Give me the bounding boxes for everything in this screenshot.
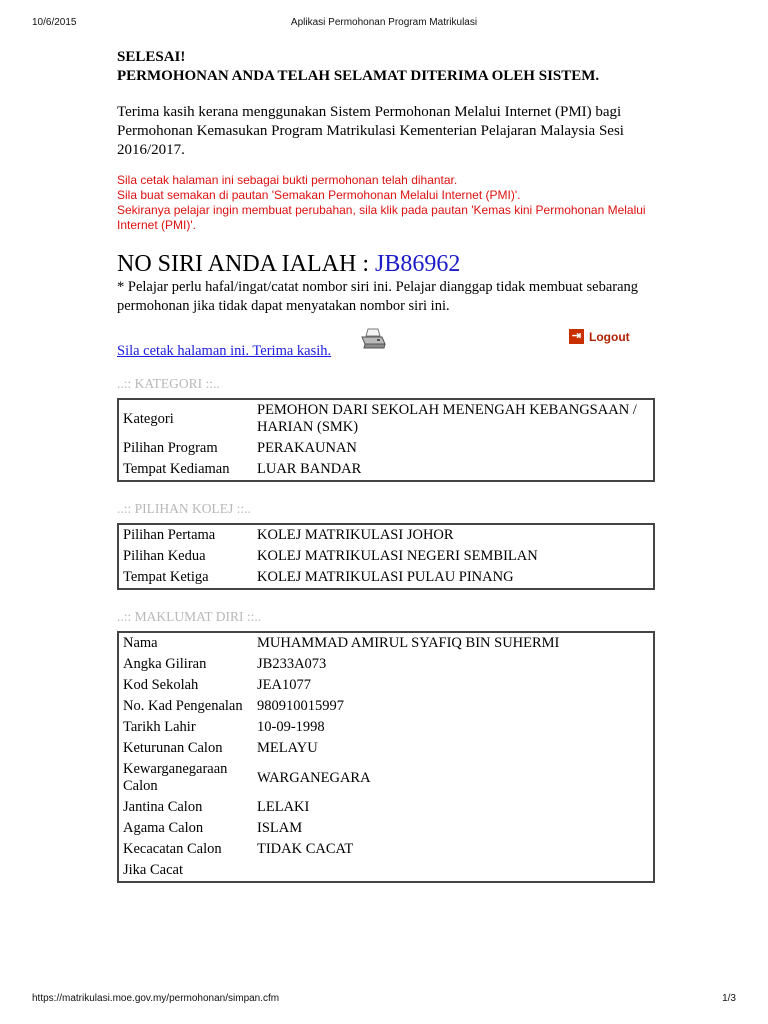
- field-label: Agama Calon: [123, 820, 204, 836]
- table-row: [118, 675, 654, 696]
- field-label: Tempat Kediaman: [123, 461, 230, 477]
- table-row: [118, 860, 654, 882]
- status-line-1: SELESAI!: [117, 49, 186, 65]
- field-value: JEA1077: [257, 677, 311, 693]
- print-date: 10/6/2015: [32, 17, 77, 28]
- table-row: [118, 696, 654, 717]
- field-label: Pilihan Program: [123, 440, 218, 456]
- pilihan-kolej-table: [117, 523, 655, 590]
- main-content: [117, 48, 657, 883]
- section-label-pilihan-kolej: ..:: PILIHAN KOLEJ ::..: [117, 501, 251, 516]
- notice-line-2: Sila buat semakan di pautan 'Semakan Permohonan Melalui Internet (PMI)'.: [117, 188, 521, 202]
- field-value: 980910015997: [257, 698, 344, 714]
- field-value: KOLEJ MATRIKULASI JOHOR: [257, 527, 454, 543]
- table-row: [118, 759, 654, 797]
- field-value: 10-09-1998: [257, 719, 325, 735]
- page-number: 1/3: [722, 993, 736, 1004]
- logout-icon: ⇥: [569, 329, 584, 344]
- field-value: [253, 860, 654, 882]
- serial-number-heading: [117, 250, 657, 278]
- field-value: LUAR BANDAR: [257, 461, 362, 477]
- table-row: [118, 717, 654, 738]
- field-label: Nama: [123, 635, 158, 651]
- field-value: TIDAK CACAT: [257, 841, 354, 857]
- printer-icon[interactable]: [360, 327, 386, 351]
- table-row: [118, 567, 654, 589]
- field-label: Kewarganegaraan Calon: [123, 761, 228, 794]
- field-label: Kecacatan Calon: [123, 841, 222, 857]
- table-row: [118, 632, 654, 654]
- status-heading: [117, 48, 657, 86]
- logout-label: Logout: [589, 329, 630, 344]
- notice-block: [117, 173, 657, 233]
- notice-line-3: Sekiranya pelajar ingin membuat perubahan, sila klik pada pautan 'Kemas kini Permohonan Melalui Internet (PMI)'.: [117, 203, 646, 232]
- table-row: [118, 524, 654, 546]
- table-row: [118, 839, 654, 860]
- field-label: Angka Giliran: [123, 656, 207, 672]
- table-row: [118, 399, 654, 438]
- print-page-link[interactable]: Sila cetak halaman ini. Terima kasih.: [117, 343, 332, 359]
- print-page-title: Aplikasi Permohonan Program Matrikulasi: [290, 17, 478, 28]
- field-label: No. Kad Pengenalan: [123, 698, 243, 714]
- maklumat-diri-table: [117, 631, 655, 883]
- table-row: [118, 738, 654, 759]
- field-label: Jika Cacat: [123, 862, 183, 878]
- table-row: [118, 438, 654, 459]
- table-row: [118, 546, 654, 567]
- field-value: JB233A073: [257, 656, 327, 672]
- print-url: https://matrikulasi.moe.gov.my/permohonan/simpan.cfm: [32, 993, 280, 1004]
- kategori-table: [117, 398, 655, 482]
- table-row: [118, 459, 654, 481]
- notice-line-1: Sila cetak halaman ini sebagai bukti permohonan telah dihantar.: [117, 173, 458, 187]
- field-value: MELAYU: [257, 740, 318, 756]
- section-label-maklumat-diri: ..:: MAKLUMAT DIRI ::..: [117, 609, 262, 624]
- action-row: [117, 327, 657, 367]
- field-value: LELAKI: [257, 799, 310, 815]
- field-value: KOLEJ MATRIKULASI PULAU PINANG: [257, 569, 514, 585]
- serial-label: NO SIRI ANDA IALAH :: [117, 251, 375, 277]
- table-row: [118, 654, 654, 675]
- status-line-2: PERMOHONAN ANDA TELAH SELAMAT DITERIMA OLEH SISTEM.: [117, 68, 600, 84]
- field-value: ISLAM: [257, 820, 303, 836]
- field-value: KOLEJ MATRIKULASI NEGERI SEMBILAN: [257, 548, 538, 564]
- serial-number: JB86962: [375, 251, 461, 277]
- field-label: Tempat Ketiga: [123, 569, 209, 585]
- logout-button[interactable]: [569, 329, 630, 347]
- field-label: Tarikh Lahir: [123, 719, 196, 735]
- print-header: [32, 17, 736, 31]
- field-value: PEMOHON DARI SEKOLAH MENENGAH KEBANGSAAN / HARIAN (SMK): [257, 402, 637, 435]
- intro-text: Terima kasih kerana menggunakan Sistem Permohonan Melalui Internet (PMI) bagi Permohonan Kemasukan Program Matrikulasi Kementerian Pelajaran Malaysia Sesi 2016/2017.: [117, 104, 624, 158]
- field-label: Kategori: [123, 410, 174, 427]
- field-label: Keturunan Calon: [123, 740, 223, 756]
- field-value: PERAKAUNAN: [257, 440, 357, 456]
- print-footer: [32, 993, 736, 1007]
- field-value: WARGANEGARA: [257, 769, 371, 786]
- table-row: [118, 797, 654, 818]
- field-label: Kod Sekolah: [123, 677, 199, 693]
- field-label: Pilihan Kedua: [123, 548, 206, 564]
- field-label: Pilihan Pertama: [123, 527, 216, 543]
- section-label-kategori: ..:: KATEGORI ::..: [117, 376, 220, 391]
- field-value: MUHAMMAD AMIRUL SYAFIQ BIN SUHERMI: [257, 635, 560, 651]
- serial-note: * Pelajar perlu hafal/ingat/catat nombor siri ini. Pelajar dianggap tidak membuat sebarang permohonan jika tidak dapat menyatakan nombor siri ini.: [117, 279, 639, 314]
- table-row: [118, 818, 654, 839]
- field-label: Jantina Calon: [123, 799, 203, 815]
